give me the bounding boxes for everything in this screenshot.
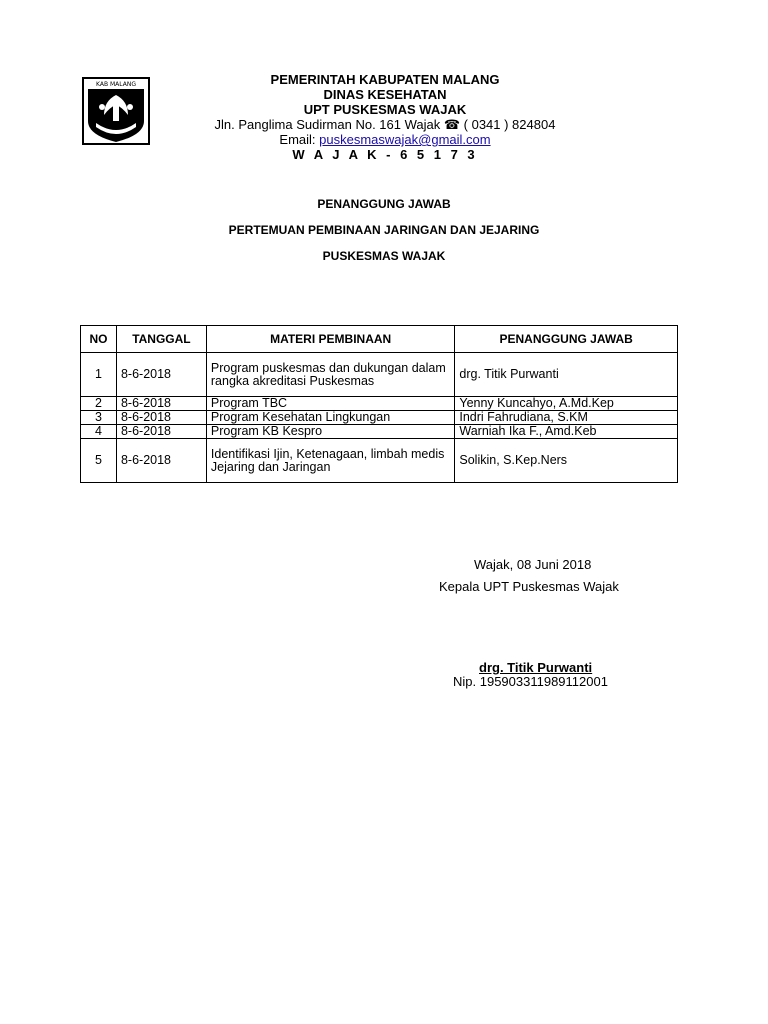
cell-materi: Program puskesmas dan dukungan dalam rangka akreditasi Puskesmas xyxy=(206,353,454,397)
signer-position: Kepala UPT Puskesmas Wajak xyxy=(439,579,619,594)
assignment-table xyxy=(80,325,678,483)
email-line xyxy=(160,132,610,147)
cell-pj: drg. Titik Purwanti xyxy=(455,353,678,397)
cell-materi: Program TBC xyxy=(206,397,454,411)
doc-title-3: PUSKESMAS WAJAK xyxy=(322,249,446,263)
cell-pj: Solikin, S.Kep.Ners xyxy=(455,439,678,483)
cell-no: 4 xyxy=(81,425,117,439)
place-date: Wajak, 08 Juni 2018 xyxy=(474,557,592,572)
cell-no: 2 xyxy=(81,397,117,411)
cell-tanggal: 8-6-2018 xyxy=(116,353,206,397)
cell-materi: Identifikasi Ijin, Ketenagaan, limbah medis Jejaring dan Jaringan xyxy=(206,439,454,483)
postal-code: W A J A K - 6 5 1 7 3 xyxy=(292,147,478,162)
cell-no: 3 xyxy=(81,411,117,425)
table-row xyxy=(81,397,678,411)
cell-tanggal: 8-6-2018 xyxy=(116,425,206,439)
kabupaten-malang-emblem-icon xyxy=(82,77,150,145)
header-penanggung-jawab: PENANGGUNG JAWAB xyxy=(455,326,678,353)
cell-materi: Program Kesehatan Lingkungan xyxy=(206,411,454,425)
cell-pj: Indri Fahrudiana, S.KM xyxy=(455,411,678,425)
header-materi: MATERI PEMBINAAN xyxy=(206,326,454,353)
department-name: DINAS KESEHATAN xyxy=(323,87,447,102)
cell-pj: Yenny Kuncahyo, A.Md.Kep xyxy=(455,397,678,411)
cell-materi: Program KB Kespro xyxy=(206,425,454,439)
header-no: NO xyxy=(81,326,117,353)
address: Jln. Panglima Sudirman No. 161 Wajak ☎ ( 0341 ) 824804 xyxy=(214,117,556,132)
table-row xyxy=(81,425,678,439)
letterhead xyxy=(160,72,610,162)
signer-nip: Nip. 195903311989112001 xyxy=(453,674,608,689)
doc-title-2: PERTEMUAN PEMBINAAN JARINGAN DAN JEJARING xyxy=(228,223,540,237)
email-label: Email: xyxy=(279,132,320,147)
table-row xyxy=(81,439,678,483)
doc-title-1: PENANGGUNG JAWAB xyxy=(317,197,451,211)
cell-tanggal: 8-6-2018 xyxy=(116,439,206,483)
signer-name: drg. Titik Purwanti xyxy=(479,660,593,675)
email-link[interactable]: puskesmaswajak@gmail.com xyxy=(319,132,491,147)
government-name: PEMERINTAH KABUPATEN MALANG xyxy=(270,72,500,87)
header-tanggal: TANGGAL xyxy=(116,326,206,353)
cell-no: 5 xyxy=(81,439,117,483)
cell-no: 1 xyxy=(81,353,117,397)
cell-tanggal: 8-6-2018 xyxy=(116,411,206,425)
cell-pj: Warniah Ika F., Amd.Keb xyxy=(455,425,678,439)
unit-name: UPT PUSKESMAS WAJAK xyxy=(303,102,467,117)
table-row xyxy=(81,353,678,397)
cell-tanggal: 8-6-2018 xyxy=(116,397,206,411)
emblem-text: KAB MALANG xyxy=(96,81,136,88)
table-row xyxy=(81,411,678,425)
table-header-row xyxy=(81,326,678,353)
